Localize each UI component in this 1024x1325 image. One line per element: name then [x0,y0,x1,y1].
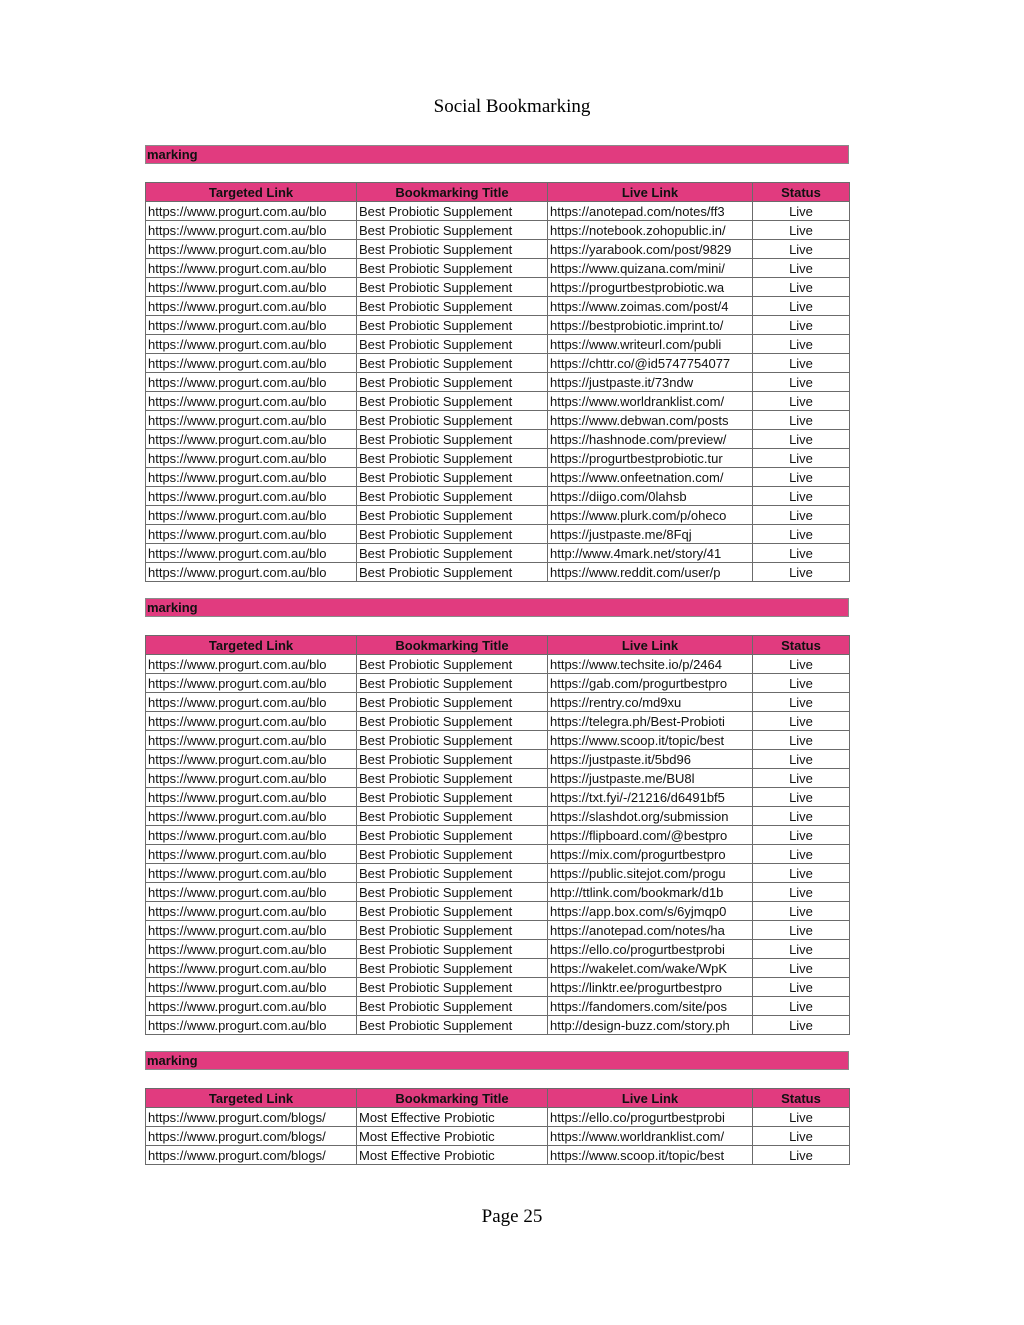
live-link-cell: https://www.writeurl.com/publi [548,335,753,354]
bookmarking-title-cell: Best Probiotic Supplement [357,959,548,978]
targeted-link-cell: https://www.progurt.com.au/blo [146,864,357,883]
targeted-link-cell: https://www.progurt.com.au/blo [146,335,357,354]
table-row [146,807,850,826]
table-row [146,921,850,940]
live-link-cell: https://www.worldranklist.com/ [548,392,753,411]
status-cell: Live [753,278,850,297]
live-link-cell: https://slashdot.org/submission [548,807,753,826]
targeted-link-cell: https://www.progurt.com.au/blo [146,487,357,506]
bookmarking-title-cell: Best Probiotic Supplement [357,544,548,563]
section-banner: marking [145,1051,849,1070]
bookmarking-title-cell: Best Probiotic Supplement [357,316,548,335]
live-link-cell: https://www.debwan.com/posts [548,411,753,430]
targeted-link-cell: https://www.progurt.com.au/blo [146,883,357,902]
status-cell: Live [753,563,850,582]
table-row [146,392,850,411]
bookmarking-title-cell: Best Probiotic Supplement [357,826,548,845]
table-row [146,297,850,316]
table-row [146,487,850,506]
live-link-cell: https://www.zoimas.com/post/4 [548,297,753,316]
targeted-link-cell: https://www.progurt.com/blogs/ [146,1146,357,1165]
targeted-link-cell: https://www.progurt.com.au/blo [146,544,357,563]
header-status: Status [753,183,850,202]
live-link-cell: https://www.worldranklist.com/ [548,1127,753,1146]
status-cell: Live [753,997,850,1016]
bookmark-table [145,1088,850,1165]
table-row [146,544,850,563]
status-cell: Live [753,506,850,525]
bookmarking-title-cell: Best Probiotic Supplement [357,864,548,883]
bookmarking-title-cell: Best Probiotic Supplement [357,902,548,921]
targeted-link-cell: https://www.progurt.com.au/blo [146,655,357,674]
table-row [146,525,850,544]
table-row [146,826,850,845]
bookmarking-title-cell: Best Probiotic Supplement [357,411,548,430]
bookmark-table [145,635,850,1035]
status-cell: Live [753,693,850,712]
live-link-cell: https://txt.fyi/-/21216/d6491bf5 [548,788,753,807]
live-link-cell: https://ello.co/progurtbestprobi [548,1108,753,1127]
status-cell: Live [753,468,850,487]
status-cell: Live [753,731,850,750]
targeted-link-cell: https://www.progurt.com.au/blo [146,297,357,316]
section-banner: marking [145,598,849,617]
targeted-link-cell: https://www.progurt.com.au/blo [146,940,357,959]
targeted-link-cell: https://www.progurt.com.au/blo [146,997,357,1016]
status-cell: Live [753,826,850,845]
live-link-cell: https://www.scoop.it/topic/best [548,731,753,750]
table-row [146,940,850,959]
status-cell: Live [753,921,850,940]
bookmarking-title-cell: Best Probiotic Supplement [357,354,548,373]
targeted-link-cell: https://www.progurt.com.au/blo [146,826,357,845]
targeted-link-cell: https://www.progurt.com.au/blo [146,731,357,750]
bookmarking-title-cell: Most Effective Probiotic [357,1146,548,1165]
live-link-cell: https://hashnode.com/preview/ [548,430,753,449]
table-row [146,259,850,278]
targeted-link-cell: https://www.progurt.com.au/blo [146,788,357,807]
bookmarking-title-cell: Best Probiotic Supplement [357,807,548,826]
status-cell: Live [753,1127,850,1146]
status-cell: Live [753,221,850,240]
status-cell: Live [753,712,850,731]
targeted-link-cell: https://www.progurt.com.au/blo [146,411,357,430]
table-row [146,335,850,354]
status-cell: Live [753,544,850,563]
header-live-link: Live Link [548,636,753,655]
bookmarking-title-cell: Best Probiotic Supplement [357,997,548,1016]
live-link-cell: https://app.box.com/s/6yjmqp0 [548,902,753,921]
live-link-cell: https://linktr.ee/progurtbestpro [548,978,753,997]
bookmarking-title-cell: Best Probiotic Supplement [357,845,548,864]
bookmarking-title-cell: Best Probiotic Supplement [357,693,548,712]
live-link-cell: https://gab.com/progurtbestpro [548,674,753,693]
bookmarking-title-cell: Best Probiotic Supplement [357,731,548,750]
targeted-link-cell: https://www.progurt.com.au/blo [146,978,357,997]
status-cell: Live [753,1108,850,1127]
live-link-cell: https://bestprobiotic.imprint.to/ [548,316,753,335]
bookmarking-title-cell: Best Probiotic Supplement [357,525,548,544]
table-row [146,655,850,674]
targeted-link-cell: https://www.progurt.com.au/blo [146,506,357,525]
bookmarking-title-cell: Best Probiotic Supplement [357,921,548,940]
table-row [146,449,850,468]
targeted-link-cell: https://www.progurt.com.au/blo [146,750,357,769]
bookmarking-title-cell: Best Probiotic Supplement [357,430,548,449]
bookmarking-title-cell: Best Probiotic Supplement [357,1016,548,1035]
live-link-cell: https://progurtbestprobiotic.tur [548,449,753,468]
live-link-cell: https://anotepad.com/notes/ha [548,921,753,940]
status-cell: Live [753,1016,850,1035]
page-title: Social Bookmarking [433,96,591,117]
live-link-cell: https://rentry.co/md9xu [548,693,753,712]
live-link-cell: https://www.techsite.io/p/2464 [548,655,753,674]
live-link-cell: https://diigo.com/0lahsb [548,487,753,506]
table-row [146,845,850,864]
section-1 [145,145,849,582]
table-row [146,506,850,525]
table-row [146,411,850,430]
status-cell: Live [753,392,850,411]
section-2 [145,598,849,1035]
live-link-cell: https://mix.com/progurtbestpro [548,845,753,864]
targeted-link-cell: https://www.progurt.com.au/blo [146,693,357,712]
header-bookmarking-title: Bookmarking Title [357,1089,548,1108]
table-header-row [146,636,850,655]
table-row [146,693,850,712]
status-cell: Live [753,487,850,506]
header-bookmarking-title: Bookmarking Title [357,183,548,202]
targeted-link-cell: https://www.progurt.com.au/blo [146,769,357,788]
bookmarking-title-cell: Best Probiotic Supplement [357,240,548,259]
status-cell: Live [753,750,850,769]
live-link-cell: https://anotepad.com/notes/ff3 [548,202,753,221]
header-targeted-link: Targeted Link [146,636,357,655]
table-row [146,750,850,769]
targeted-link-cell: https://www.progurt.com.au/blo [146,449,357,468]
live-link-cell: https://justpaste.me/BU8l [548,769,753,788]
table-row [146,902,850,921]
live-link-cell: https://www.plurk.com/p/oheco [548,506,753,525]
bookmarking-title-cell: Best Probiotic Supplement [357,468,548,487]
live-link-cell: https://notebook.zohopublic.in/ [548,221,753,240]
status-cell: Live [753,202,850,221]
targeted-link-cell: https://www.progurt.com.au/blo [146,1016,357,1035]
live-link-cell: http://ttlink.com/bookmark/d1b [548,883,753,902]
table-row [146,468,850,487]
bookmarking-title-cell: Best Probiotic Supplement [357,506,548,525]
table-row [146,240,850,259]
table-row [146,373,850,392]
live-link-cell: https://justpaste.it/73ndw [548,373,753,392]
table-row [146,354,850,373]
bookmarking-title-cell: Best Probiotic Supplement [357,373,548,392]
header-live-link: Live Link [548,1089,753,1108]
targeted-link-cell: https://www.progurt.com.au/blo [146,354,357,373]
status-cell: Live [753,373,850,392]
table-row [146,864,850,883]
table-row [146,959,850,978]
header-targeted-link: Targeted Link [146,183,357,202]
status-cell: Live [753,902,850,921]
status-cell: Live [753,674,850,693]
status-cell: Live [753,978,850,997]
bookmarking-title-cell: Most Effective Probiotic [357,1127,548,1146]
live-link-cell: https://telegra.ph/Best-Probioti [548,712,753,731]
status-cell: Live [753,807,850,826]
bookmarking-title-cell: Best Probiotic Supplement [357,202,548,221]
live-link-cell: https://wakelet.com/wake/WpK [548,959,753,978]
status-cell: Live [753,316,850,335]
status-cell: Live [753,940,850,959]
status-cell: Live [753,845,850,864]
table-row [146,769,850,788]
bookmarking-title-cell: Best Probiotic Supplement [357,335,548,354]
table-row [146,997,850,1016]
bookmarking-title-cell: Best Probiotic Supplement [357,449,548,468]
table-row [146,202,850,221]
table-row [146,712,850,731]
bookmarking-title-cell: Best Probiotic Supplement [357,674,548,693]
targeted-link-cell: https://www.progurt.com.au/blo [146,959,357,978]
status-cell: Live [753,411,850,430]
header-status: Status [753,1089,850,1108]
targeted-link-cell: https://www.progurt.com.au/blo [146,316,357,335]
table-row [146,430,850,449]
table-row [146,788,850,807]
live-link-cell: http://www.4mark.net/story/41 [548,544,753,563]
status-cell: Live [753,769,850,788]
live-link-cell: https://www.quizana.com/mini/ [548,259,753,278]
table-header-row [146,183,850,202]
targeted-link-cell: https://www.progurt.com/blogs/ [146,1108,357,1127]
bookmarking-title-cell: Best Probiotic Supplement [357,883,548,902]
bookmarking-title-cell: Best Probiotic Supplement [357,297,548,316]
targeted-link-cell: https://www.progurt.com.au/blo [146,921,357,940]
header-live-link: Live Link [548,183,753,202]
live-link-cell: https://fandomers.com/site/pos [548,997,753,1016]
bookmarking-title-cell: Best Probiotic Supplement [357,769,548,788]
status-cell: Live [753,240,850,259]
table-row [146,221,850,240]
live-link-cell: https://www.reddit.com/user/p [548,563,753,582]
status-cell: Live [753,297,850,316]
live-link-cell: https://progurtbestprobiotic.wa [548,278,753,297]
targeted-link-cell: https://www.progurt.com.au/blo [146,468,357,487]
status-cell: Live [753,354,850,373]
table-row [146,1108,850,1127]
table-row [146,674,850,693]
status-cell: Live [753,959,850,978]
targeted-link-cell: https://www.progurt.com.au/blo [146,845,357,864]
status-cell: Live [753,525,850,544]
targeted-link-cell: https://www.progurt.com.au/blo [146,674,357,693]
section-3 [145,1051,849,1165]
table-header-row [146,1089,850,1108]
bookmarking-title-cell: Best Probiotic Supplement [357,940,548,959]
bookmarking-title-cell: Best Probiotic Supplement [357,487,548,506]
targeted-link-cell: https://www.progurt.com/blogs/ [146,1127,357,1146]
status-cell: Live [753,259,850,278]
targeted-link-cell: https://www.progurt.com.au/blo [146,563,357,582]
header-targeted-link: Targeted Link [146,1089,357,1108]
live-link-cell: https://www.onfeetnation.com/ [548,468,753,487]
live-link-cell: https://public.sitejot.com/progu [548,864,753,883]
table-row [146,731,850,750]
live-link-cell: https://chttr.co/@id5747754077 [548,354,753,373]
status-cell: Live [753,655,850,674]
status-cell: Live [753,1146,850,1165]
targeted-link-cell: https://www.progurt.com.au/blo [146,392,357,411]
table-row [146,1127,850,1146]
bookmarking-title-cell: Best Probiotic Supplement [357,221,548,240]
targeted-link-cell: https://www.progurt.com.au/blo [146,259,357,278]
bookmarking-title-cell: Best Probiotic Supplement [357,978,548,997]
bookmarking-title-cell: Best Probiotic Supplement [357,712,548,731]
page-number: Page 25 [481,1206,543,1227]
bookmark-table [145,182,850,582]
targeted-link-cell: https://www.progurt.com.au/blo [146,221,357,240]
targeted-link-cell: https://www.progurt.com.au/blo [146,240,357,259]
status-cell: Live [753,430,850,449]
live-link-cell: https://justpaste.me/8Fqj [548,525,753,544]
table-row [146,1016,850,1035]
section-banner: marking [145,145,849,164]
table-row [146,978,850,997]
status-cell: Live [753,449,850,468]
bookmarking-title-cell: Best Probiotic Supplement [357,750,548,769]
bookmarking-title-cell: Best Probiotic Supplement [357,655,548,674]
bookmarking-title-cell: Best Probiotic Supplement [357,788,548,807]
targeted-link-cell: https://www.progurt.com.au/blo [146,430,357,449]
live-link-cell: https://yarabook.com/post/9829 [548,240,753,259]
live-link-cell: https://www.scoop.it/topic/best [548,1146,753,1165]
status-cell: Live [753,883,850,902]
table-row [146,1146,850,1165]
bookmarking-title-cell: Best Probiotic Supplement [357,259,548,278]
table-row [146,883,850,902]
live-link-cell: https://justpaste.it/5bd96 [548,750,753,769]
targeted-link-cell: https://www.progurt.com.au/blo [146,525,357,544]
header-bookmarking-title: Bookmarking Title [357,636,548,655]
targeted-link-cell: https://www.progurt.com.au/blo [146,202,357,221]
header-status: Status [753,636,850,655]
bookmarking-title-cell: Best Probiotic Supplement [357,563,548,582]
table-row [146,563,850,582]
status-cell: Live [753,864,850,883]
targeted-link-cell: https://www.progurt.com.au/blo [146,712,357,731]
live-link-cell: https://ello.co/progurtbestprobi [548,940,753,959]
bookmarking-title-cell: Best Probiotic Supplement [357,278,548,297]
targeted-link-cell: https://www.progurt.com.au/blo [146,278,357,297]
targeted-link-cell: https://www.progurt.com.au/blo [146,902,357,921]
status-cell: Live [753,335,850,354]
targeted-link-cell: https://www.progurt.com.au/blo [146,373,357,392]
status-cell: Live [753,788,850,807]
live-link-cell: https://flipboard.com/@bestpro [548,826,753,845]
bookmarking-title-cell: Best Probiotic Supplement [357,392,548,411]
targeted-link-cell: https://www.progurt.com.au/blo [146,807,357,826]
table-row [146,316,850,335]
live-link-cell: http://design-buzz.com/story.ph [548,1016,753,1035]
bookmarking-title-cell: Most Effective Probiotic [357,1108,548,1127]
table-row [146,278,850,297]
